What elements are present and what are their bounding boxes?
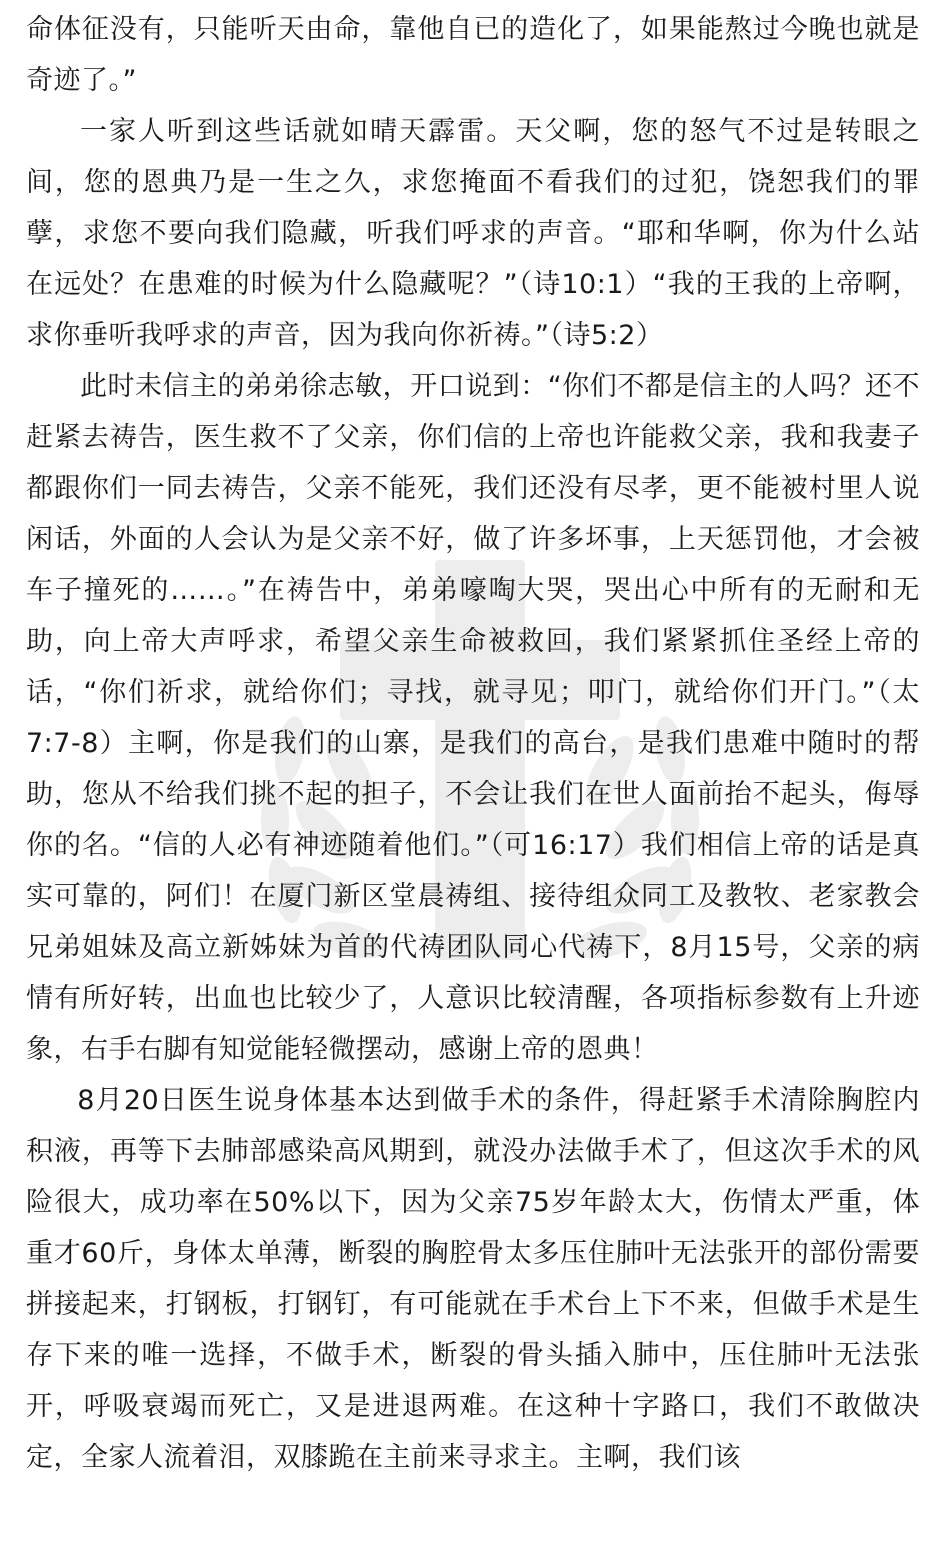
paragraph-4: 8月20日医生说身体基本达到做手术的条件，得赶紧手术清除胸腔内积液，再等下去肺部感染高风期到，就没办法做手术了，但这次手术的风险很大，成功率在50%以下，因为父亲75岁年龄太大，伤情太严重，体重才60斤，身体太单薄，断裂的胸腔骨太多压住肺叶无法张开的部份需要拼接起来，打钢板，打钢钉，有可能就在手术台上下不来，但做手术是生存下来的唯一选择，不做手术，断裂的骨头插入肺中，压住肺叶无法张开，呼吸衰竭而死亡，又是进退两难。在这种十字路口，我们不敢做决定，全家人流着泪，双膝跪在主前来寻求主。主啊，我们该 xyxy=(26,1085,920,1473)
paragraph-1: 命体征没有，只能听天由命，靠他自已的造化了，如果能熬过今晚也就是奇迹了。” xyxy=(26,14,920,96)
paragraph-3: 此时未信主的弟弟徐志敏，开口说到：“你们不都是信主的人吗？还不赶紧去祷告，医生救不了父亲，你们信的上帝也许能救父亲，我和我妻子都跟你们一同去祷告，父亲不能死，我们还没有尽孝，更不能被村里人说闲话，外面的人会认为是父亲不好，做了许多坏事，上天惩罚他，才会被车子撞死的……。”在祷告中，弟弟嚎啕大哭，哭出心中所有的无耐和无助，向上帝大声呼求，希望父亲生命被救回，我们紧紧抓住圣经上帝的话，“你们祈求，就给你们；寻找，就寻见；叩门，就给你们开门。”（太7:7-8）主啊，你是我们的山寨，是我们的高台，是我们患难中随时的帮助，您从不给我们挑不起的担子，不会让我们在世人面前抬不起头，侮辱你的名。“信的人必有神迹随着他们。”（可16:17）我们相信上帝的话是真实可靠的，阿们！在厦门新区堂晨祷组、接待组众同工及教牧、老家教会兄弟姐妹及高立新姊妹为首的代祷团队同心代祷下，8月15号，父亲的病情有所好转，出血也比较少了，人意识比较清醒，各项指标参数有上升迹象，右手右脚有知觉能轻微摆动，感谢上帝的恩典！ xyxy=(26,371,920,1065)
paragraph-2: 一家人听到这些话就如晴天霹雷。天父啊，您的怒气不过是转眼之间，您的恩典乃是一生之久，求您掩面不看我们的过犯，饶恕我们的罪孽，求您不要向我们隐藏，听我们呼求的声音。“耶和华啊，你为什么站在远处？在患难的时候为什么隐藏呢？”（诗10:1）“我的王我的上帝啊，求你垂听我呼求的声音，因为我向你祈祷。”（诗5:2） xyxy=(26,116,920,351)
